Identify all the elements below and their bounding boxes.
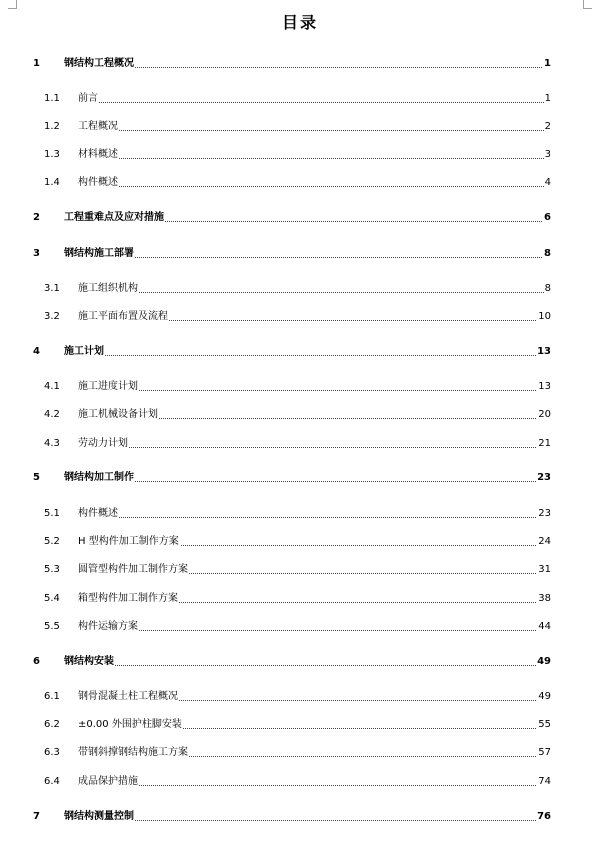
toc-dot-leader — [64, 355, 550, 356]
toc-dot-leader — [78, 130, 550, 131]
toc-entry-page-number: 57 — [537, 745, 551, 761]
toc-section-entry[interactable] — [0, 309, 600, 325]
toc-entry-page-number: 76 — [536, 809, 551, 825]
toc-entry-number: 6.3 — [44, 747, 60, 758]
toc-section-entry[interactable] — [0, 281, 600, 297]
toc-entry-number: 5.2 — [44, 536, 60, 547]
toc-dot-leader — [78, 630, 550, 631]
toc-chapter-entry[interactable] — [0, 210, 600, 226]
toc-entry-number: 6.2 — [44, 719, 60, 730]
toc-entry-number: 1.3 — [44, 149, 60, 160]
toc-entry-title[interactable]: 构件运输方案 — [78, 619, 139, 635]
toc-section-entry[interactable] — [0, 147, 600, 163]
toc-entry-number: 4.1 — [44, 381, 60, 392]
toc-entry-page-number: 20 — [537, 407, 551, 423]
toc-dot-leader — [78, 158, 550, 159]
toc-entry-page-number: 49 — [537, 689, 551, 705]
toc-entry-number: 6.4 — [44, 776, 60, 787]
toc-entry-page-number: 3 — [544, 147, 551, 163]
toc-entry-number: 3.2 — [44, 311, 60, 322]
toc-entry-title[interactable]: 工程概况 — [78, 119, 119, 135]
toc-entry-page-number: 23 — [536, 470, 551, 486]
toc-entry-page-number: 8 — [544, 281, 551, 297]
toc-dot-leader — [78, 292, 550, 293]
toc-entry-page-number: 13 — [537, 379, 551, 395]
toc-dot-leader — [64, 481, 550, 482]
toc-section-entry[interactable] — [0, 717, 600, 733]
toc-entry-title[interactable]: 钢结构加工制作 — [64, 470, 135, 486]
toc-entry-title[interactable]: ±0.00 外围护柱脚安装 — [78, 717, 183, 733]
toc-entry-number: 4 — [33, 346, 40, 357]
toc-entry-page-number: 8 — [543, 246, 551, 262]
toc-entry-title[interactable]: 构件概述 — [78, 175, 119, 191]
toc-entry-page-number: 1 — [544, 91, 551, 107]
toc-entry-title[interactable]: 箱型构件加工制作方案 — [78, 591, 179, 607]
toc-entry-number: 7 — [33, 811, 40, 822]
toc-entry-title[interactable]: 带钢斜撑钢结构施工方案 — [78, 745, 189, 761]
toc-entry-title[interactable]: 钢骨混凝土柱工程概况 — [78, 689, 179, 705]
toc-entry-page-number: 44 — [537, 619, 551, 635]
toc-entry-number: 6 — [33, 656, 40, 667]
toc-section-entry[interactable] — [0, 534, 600, 550]
toc-chapter-entry[interactable] — [0, 344, 600, 360]
toc-entry-number: 6.1 — [44, 691, 60, 702]
toc-entry-title[interactable]: 钢结构测量控制 — [64, 809, 135, 825]
toc-dot-leader — [64, 665, 550, 666]
toc-entry-title[interactable]: 工程重难点及应对措施 — [64, 210, 165, 226]
toc-entry-page-number: 74 — [537, 774, 551, 790]
page-corner-mark-left — [8, 0, 17, 9]
toc-section-entry[interactable] — [0, 562, 600, 578]
toc-entry-title[interactable]: 施工计划 — [64, 344, 105, 360]
toc-entry-title[interactable]: 圆管型构件加工制作方案 — [78, 562, 189, 578]
toc-chapter-entry[interactable] — [0, 246, 600, 262]
toc-entry-title[interactable]: 钢结构施工部署 — [64, 246, 135, 262]
toc-entry-title[interactable]: 施工组织机构 — [78, 281, 139, 297]
toc-dot-leader — [78, 186, 550, 187]
toc-entry-title[interactable]: 构件概述 — [78, 506, 119, 522]
toc-section-entry[interactable] — [0, 175, 600, 191]
toc-entry-number: 4.3 — [44, 438, 60, 449]
toc-entry-number: 1.4 — [44, 177, 60, 188]
toc-entry-number: 5.4 — [44, 593, 60, 604]
toc-entry-title[interactable]: 施工机械设备计划 — [78, 407, 159, 423]
toc-entry-page-number: 4 — [544, 175, 551, 191]
toc-section-entry[interactable] — [0, 774, 600, 790]
toc-entry-number: 1.1 — [44, 93, 60, 104]
toc-entry-title[interactable]: 钢结构工程概况 — [64, 56, 135, 72]
toc-entry-page-number: 31 — [537, 562, 551, 578]
toc-entry-number: 5.3 — [44, 564, 60, 575]
toc-entry-page-number: 49 — [536, 654, 551, 670]
toc-chapter-entry[interactable] — [0, 56, 600, 72]
page-corner-mark-right — [583, 0, 592, 9]
toc-entry-number: 5 — [33, 472, 40, 483]
toc-entry-number: 5.5 — [44, 621, 60, 632]
toc-entry-title[interactable]: H 型构件加工制作方案 — [78, 534, 180, 550]
toc-section-entry[interactable] — [0, 379, 600, 395]
toc-entry-number: 2 — [33, 212, 40, 223]
toc-entry-number: 1 — [33, 58, 40, 69]
toc-chapter-entry[interactable] — [0, 470, 600, 486]
page-title: 目录 — [281, 13, 318, 32]
toc-entry-page-number: 23 — [537, 506, 551, 522]
toc-section-entry[interactable] — [0, 436, 600, 452]
toc-entry-title[interactable]: 施工进度计划 — [78, 379, 139, 395]
toc-entry-title[interactable]: 材料概述 — [78, 147, 119, 163]
toc-entry-title[interactable]: 前言 — [78, 91, 99, 107]
toc-entry-number: 5.1 — [44, 508, 60, 519]
toc-section-entry[interactable] — [0, 745, 600, 761]
toc-entry-page-number: 1 — [543, 56, 551, 72]
toc-entry-title[interactable]: 成品保护措施 — [78, 774, 139, 790]
toc-entry-page-number: 24 — [537, 534, 551, 550]
toc-entry-title[interactable]: 钢结构安装 — [64, 654, 115, 670]
toc-section-entry[interactable] — [0, 407, 600, 423]
toc-chapter-entry[interactable] — [0, 654, 600, 670]
toc-entry-page-number: 55 — [537, 717, 551, 733]
toc-section-entry[interactable] — [0, 689, 600, 705]
toc-entry-title[interactable]: 施工平面布置及流程 — [78, 309, 169, 325]
toc-entry-page-number: 38 — [537, 591, 551, 607]
toc-section-entry[interactable] — [0, 119, 600, 135]
toc-entry-number: 3.1 — [44, 283, 60, 294]
toc-chapter-entry[interactable] — [0, 809, 600, 825]
toc-entry-number: 4.2 — [44, 409, 60, 420]
toc-dot-leader — [64, 67, 550, 68]
toc-entry-number: 1.2 — [44, 121, 60, 132]
toc-section-entry[interactable] — [0, 91, 600, 107]
toc-entry-page-number: 21 — [537, 436, 551, 452]
toc-section-entry[interactable] — [0, 619, 600, 635]
toc-entry-page-number: 10 — [537, 309, 551, 325]
toc-entry-page-number: 6 — [543, 210, 551, 226]
toc-dot-leader — [78, 517, 550, 518]
toc-dot-leader — [64, 820, 550, 821]
toc-section-entry[interactable] — [0, 506, 600, 522]
toc-section-entry[interactable] — [0, 591, 600, 607]
toc-dot-leader — [78, 447, 550, 448]
toc-dot-leader — [78, 390, 550, 391]
toc-entry-number: 3 — [33, 248, 40, 259]
toc-entry-page-number: 13 — [536, 344, 551, 360]
toc-entry-title[interactable]: 劳动力计划 — [78, 436, 129, 452]
toc-dot-leader — [64, 257, 550, 258]
toc-dot-leader — [78, 785, 550, 786]
toc-entry-page-number: 2 — [544, 119, 551, 135]
toc-dot-leader — [78, 102, 550, 103]
